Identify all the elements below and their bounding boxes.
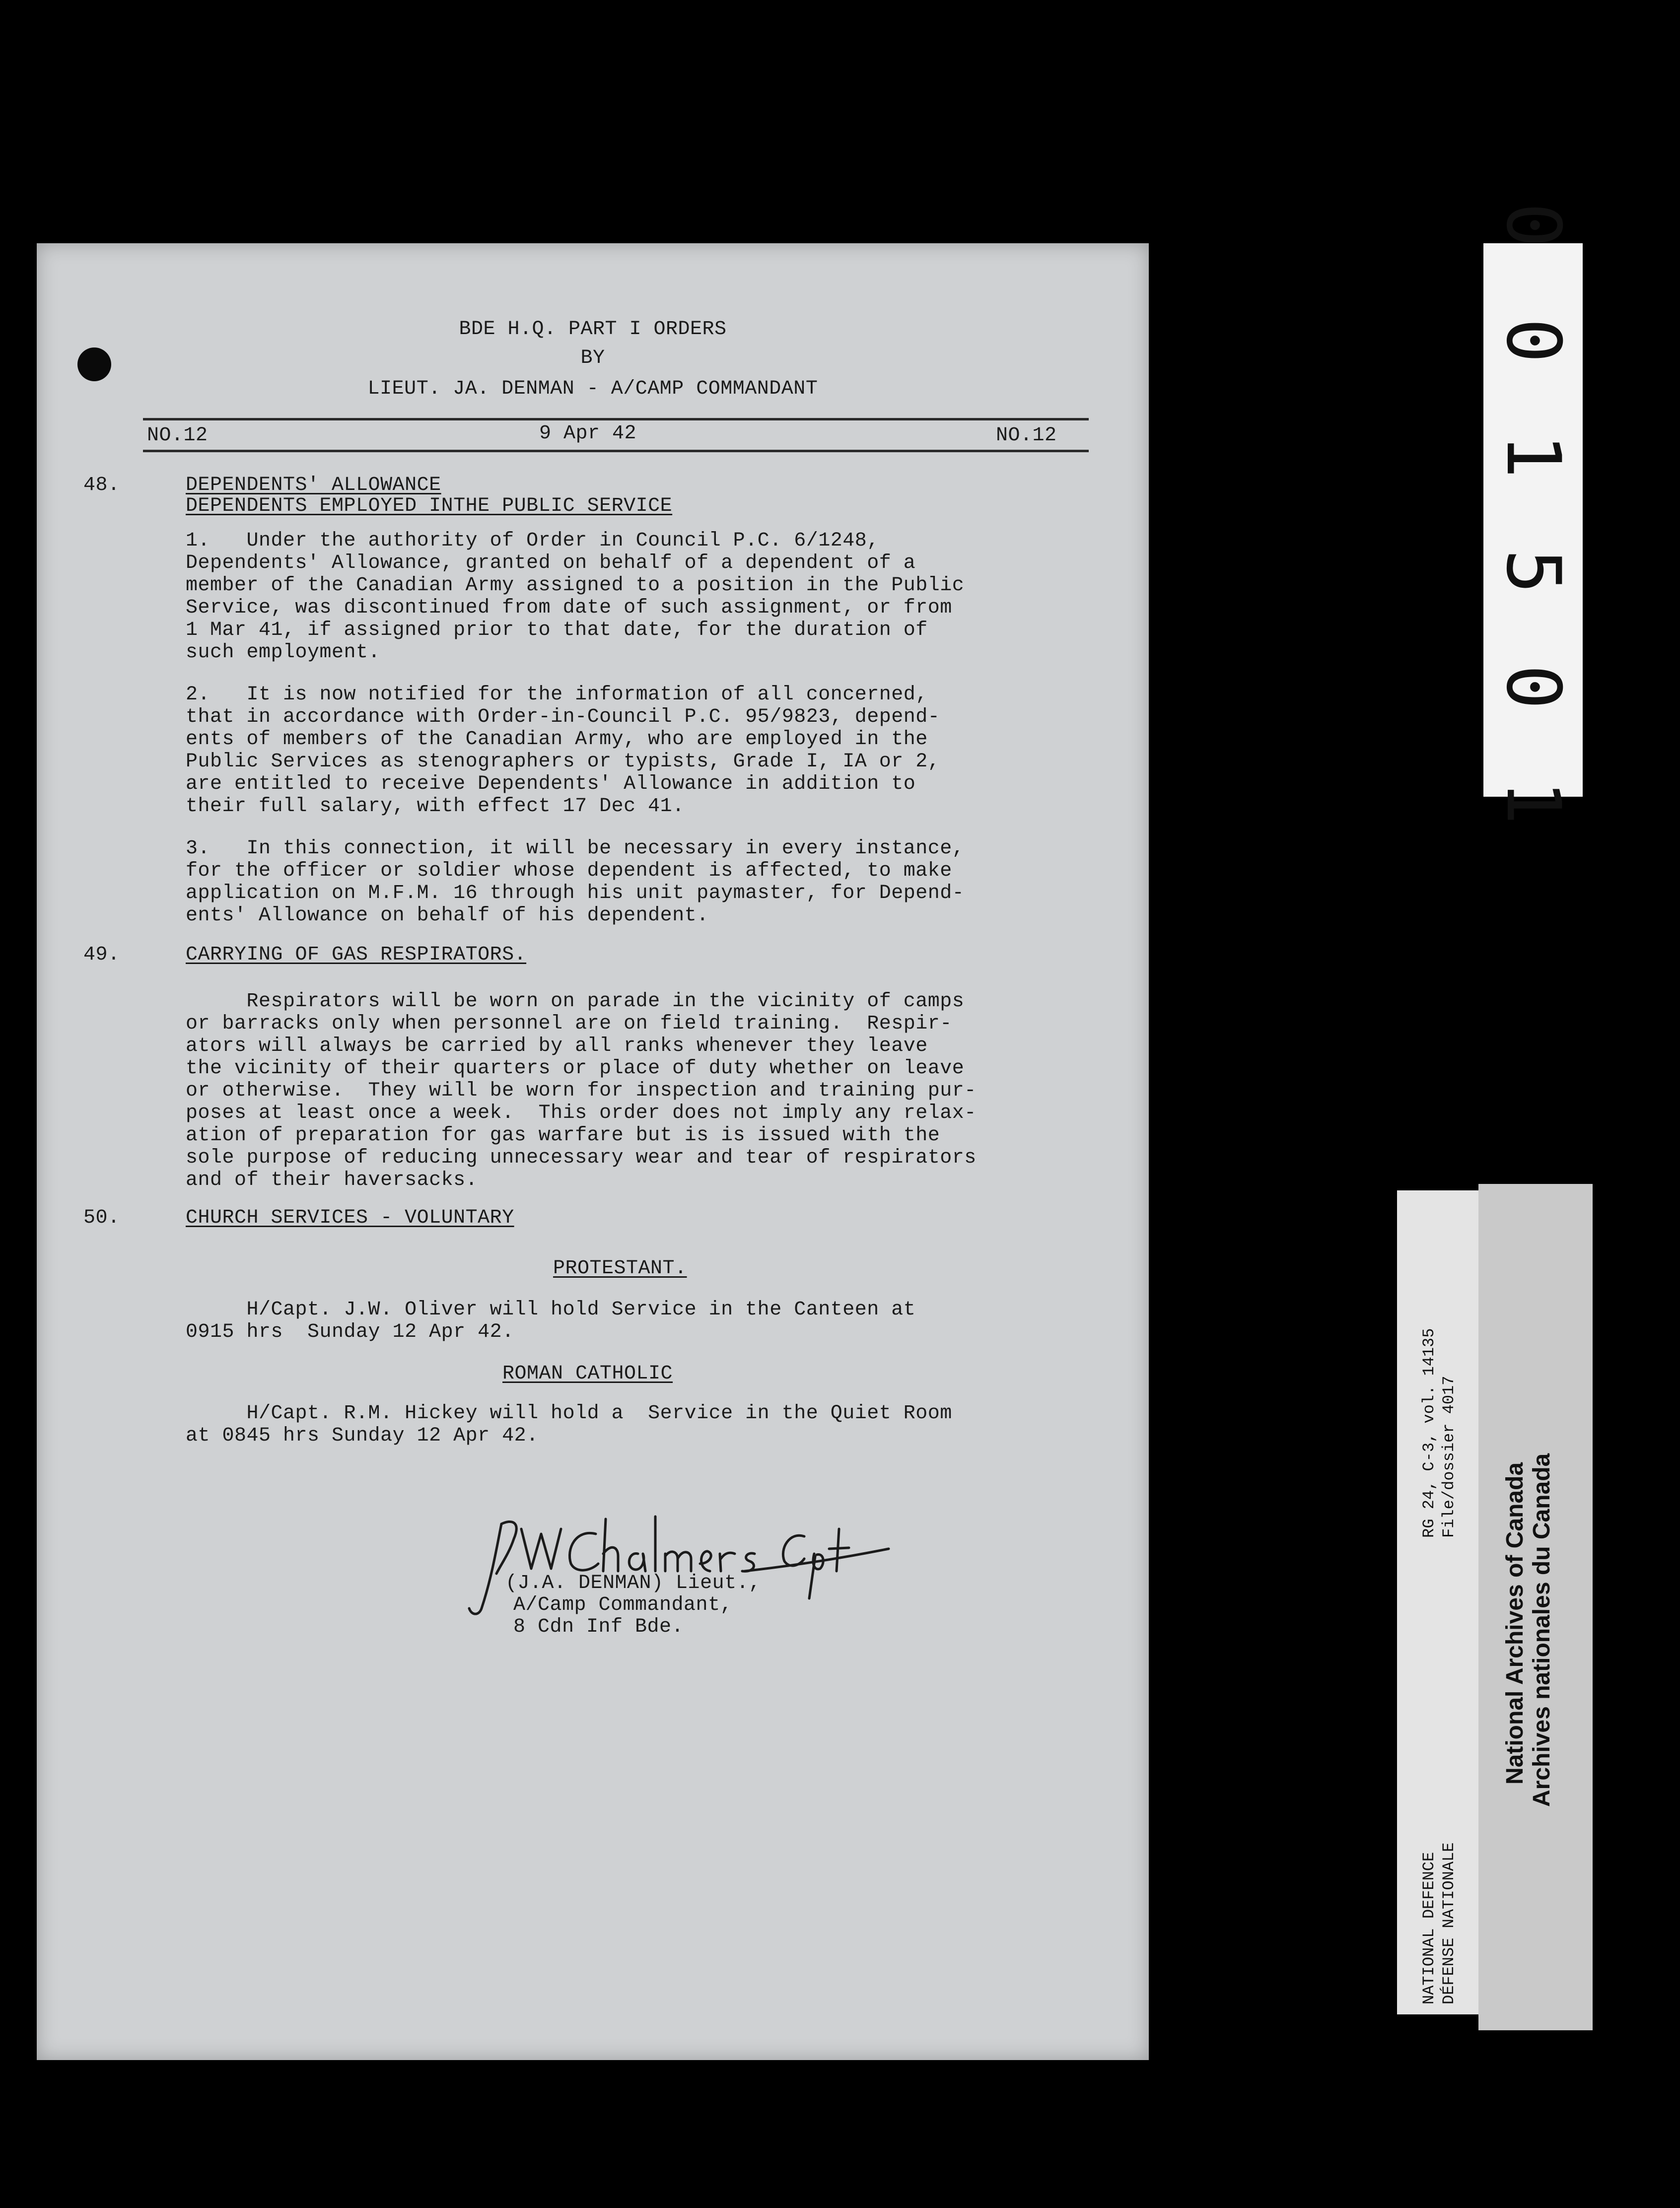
section-49-number: 49. xyxy=(83,944,120,966)
reference-line-1: RG 24, C-3, vol. 14135 xyxy=(1420,1328,1438,1538)
header-rule-bottom xyxy=(143,450,1089,452)
para-48-2-line: ents of members of the Canadian Army, who are employed in the xyxy=(186,728,928,751)
signature-name: (J.A. DENMAN) Lieut., xyxy=(505,1572,761,1594)
header-by: BY xyxy=(580,347,605,369)
para-48-1-line: Dependents' Allowance, granted on behalf of a dependent of a xyxy=(186,552,916,574)
archives-name-french: Archives nationales du Canada xyxy=(1529,1453,1555,1807)
para-48-3-line: 3. In this connection, it will be necessary in every instance, xyxy=(186,837,965,860)
para-48-1-line: 1. Under the authority of Order in Council P.C. 6/1248, xyxy=(186,530,879,552)
reference-line-2: File/dossier 4017 xyxy=(1440,1376,1458,1538)
order-date: 9 Apr 42 xyxy=(539,422,637,445)
department-line-1: NATIONAL DEFENCE xyxy=(1420,1852,1438,2004)
section-49-title: CARRYING OF GAS RESPIRATORS. xyxy=(186,944,527,966)
para-49-line: and of their haversacks. xyxy=(186,1169,478,1191)
para-49-line: ation of preparation for gas warfare but is is issued with the xyxy=(186,1124,940,1147)
para-48-2-line: that in accordance with Order-in-Council P.C. 95/9823, depend- xyxy=(186,706,940,728)
para-49-line: Respirators will be worn on parade in the vicinity of camps xyxy=(186,990,965,1013)
catholic-heading: ROMAN CATHOLIC xyxy=(502,1363,673,1385)
archives-label xyxy=(1478,1184,1593,2030)
header-issuer: LIEUT. JA. DENMAN - A/CAMP COMMANDANT xyxy=(367,378,818,400)
frame-number: 0 0 1 5 0 1 xyxy=(1490,202,1576,838)
protestant-line: 0915 hrs Sunday 12 Apr 42. xyxy=(186,1321,514,1343)
order-number-left: NO.12 xyxy=(147,424,208,447)
reference-label xyxy=(1397,1190,1481,2014)
section-48-number: 48. xyxy=(83,474,120,496)
section-50-number: 50. xyxy=(83,1207,120,1229)
para-49-line: sole purpose of reducing unnecessary wear and tear of respirators xyxy=(186,1147,977,1169)
para-48-1-line: such employment. xyxy=(186,641,381,664)
para-48-3-line: for the officer or soldier whose dependent is affected, to make xyxy=(186,860,952,882)
para-49-line: the vicinity of their quarters or place of duty whether on leave xyxy=(186,1057,965,1080)
section-48-title: DEPENDENTS' ALLOWANCE xyxy=(186,474,441,496)
para-49-line: or otherwise. They will be worn for inspection and training pur- xyxy=(186,1080,977,1102)
para-49-line: ators will always be carried by all ranks whenever they leave xyxy=(186,1035,928,1057)
para-48-2-line: Public Services as stenographers or typists, Grade I, IA or 2, xyxy=(186,751,940,773)
signature-unit: 8 Cdn Inf Bde. xyxy=(513,1616,684,1638)
para-48-1-line: Service, was discontinued from date of such assignment, or from xyxy=(186,597,952,619)
catholic-line: at 0845 hrs Sunday 12 Apr 42. xyxy=(186,1425,539,1447)
para-49-line: or barracks only when personnel are on field training. Respir- xyxy=(186,1013,952,1035)
para-48-2-line: are entitled to receive Dependents' Allowance in addition to xyxy=(186,773,916,795)
para-48-2-line: 2. It is now notified for the information of all concerned, xyxy=(186,684,928,706)
order-number-right: NO.12 xyxy=(996,424,1057,447)
archives-name-english: National Archives of Canada xyxy=(1502,1462,1528,1785)
para-48-1-line: 1 Mar 41, if assigned prior to that date, for the duration of xyxy=(186,619,928,641)
protestant-heading: PROTESTANT. xyxy=(553,1257,687,1280)
catholic-line: H/Capt. R.M. Hickey will hold a Service in the Quiet Room xyxy=(186,1402,952,1425)
section-48-subtitle: DEPENDENTS EMPLOYED INTHE PUBLIC SERVICE xyxy=(186,495,673,517)
para-48-1-line: member of the Canadian Army assigned to a position in the Public xyxy=(186,574,965,597)
para-48-2-line: their full salary, with effect 17 Dec 41. xyxy=(186,795,685,818)
protestant-line: H/Capt. J.W. Oliver will hold Service in the Canteen at xyxy=(186,1299,916,1321)
para-48-3-line: ents' Allowance on behalf of his dependent. xyxy=(186,904,709,927)
section-50-title: CHURCH SERVICES - VOLUNTARY xyxy=(186,1207,514,1229)
signature-title: A/Camp Commandant, xyxy=(513,1594,733,1616)
department-line-2: DÉFENSE NATIONALE xyxy=(1440,1842,1458,2004)
header-title: BDE H.Q. PART I ORDERS xyxy=(459,318,727,341)
para-48-3-line: application on M.F.M. 16 through his unit paymaster, for Depend- xyxy=(186,882,965,904)
frame-number-label xyxy=(1483,202,1583,838)
para-49-line: poses at least once a week. This order does not imply any relax- xyxy=(186,1102,977,1124)
header-rule-top xyxy=(143,418,1089,420)
